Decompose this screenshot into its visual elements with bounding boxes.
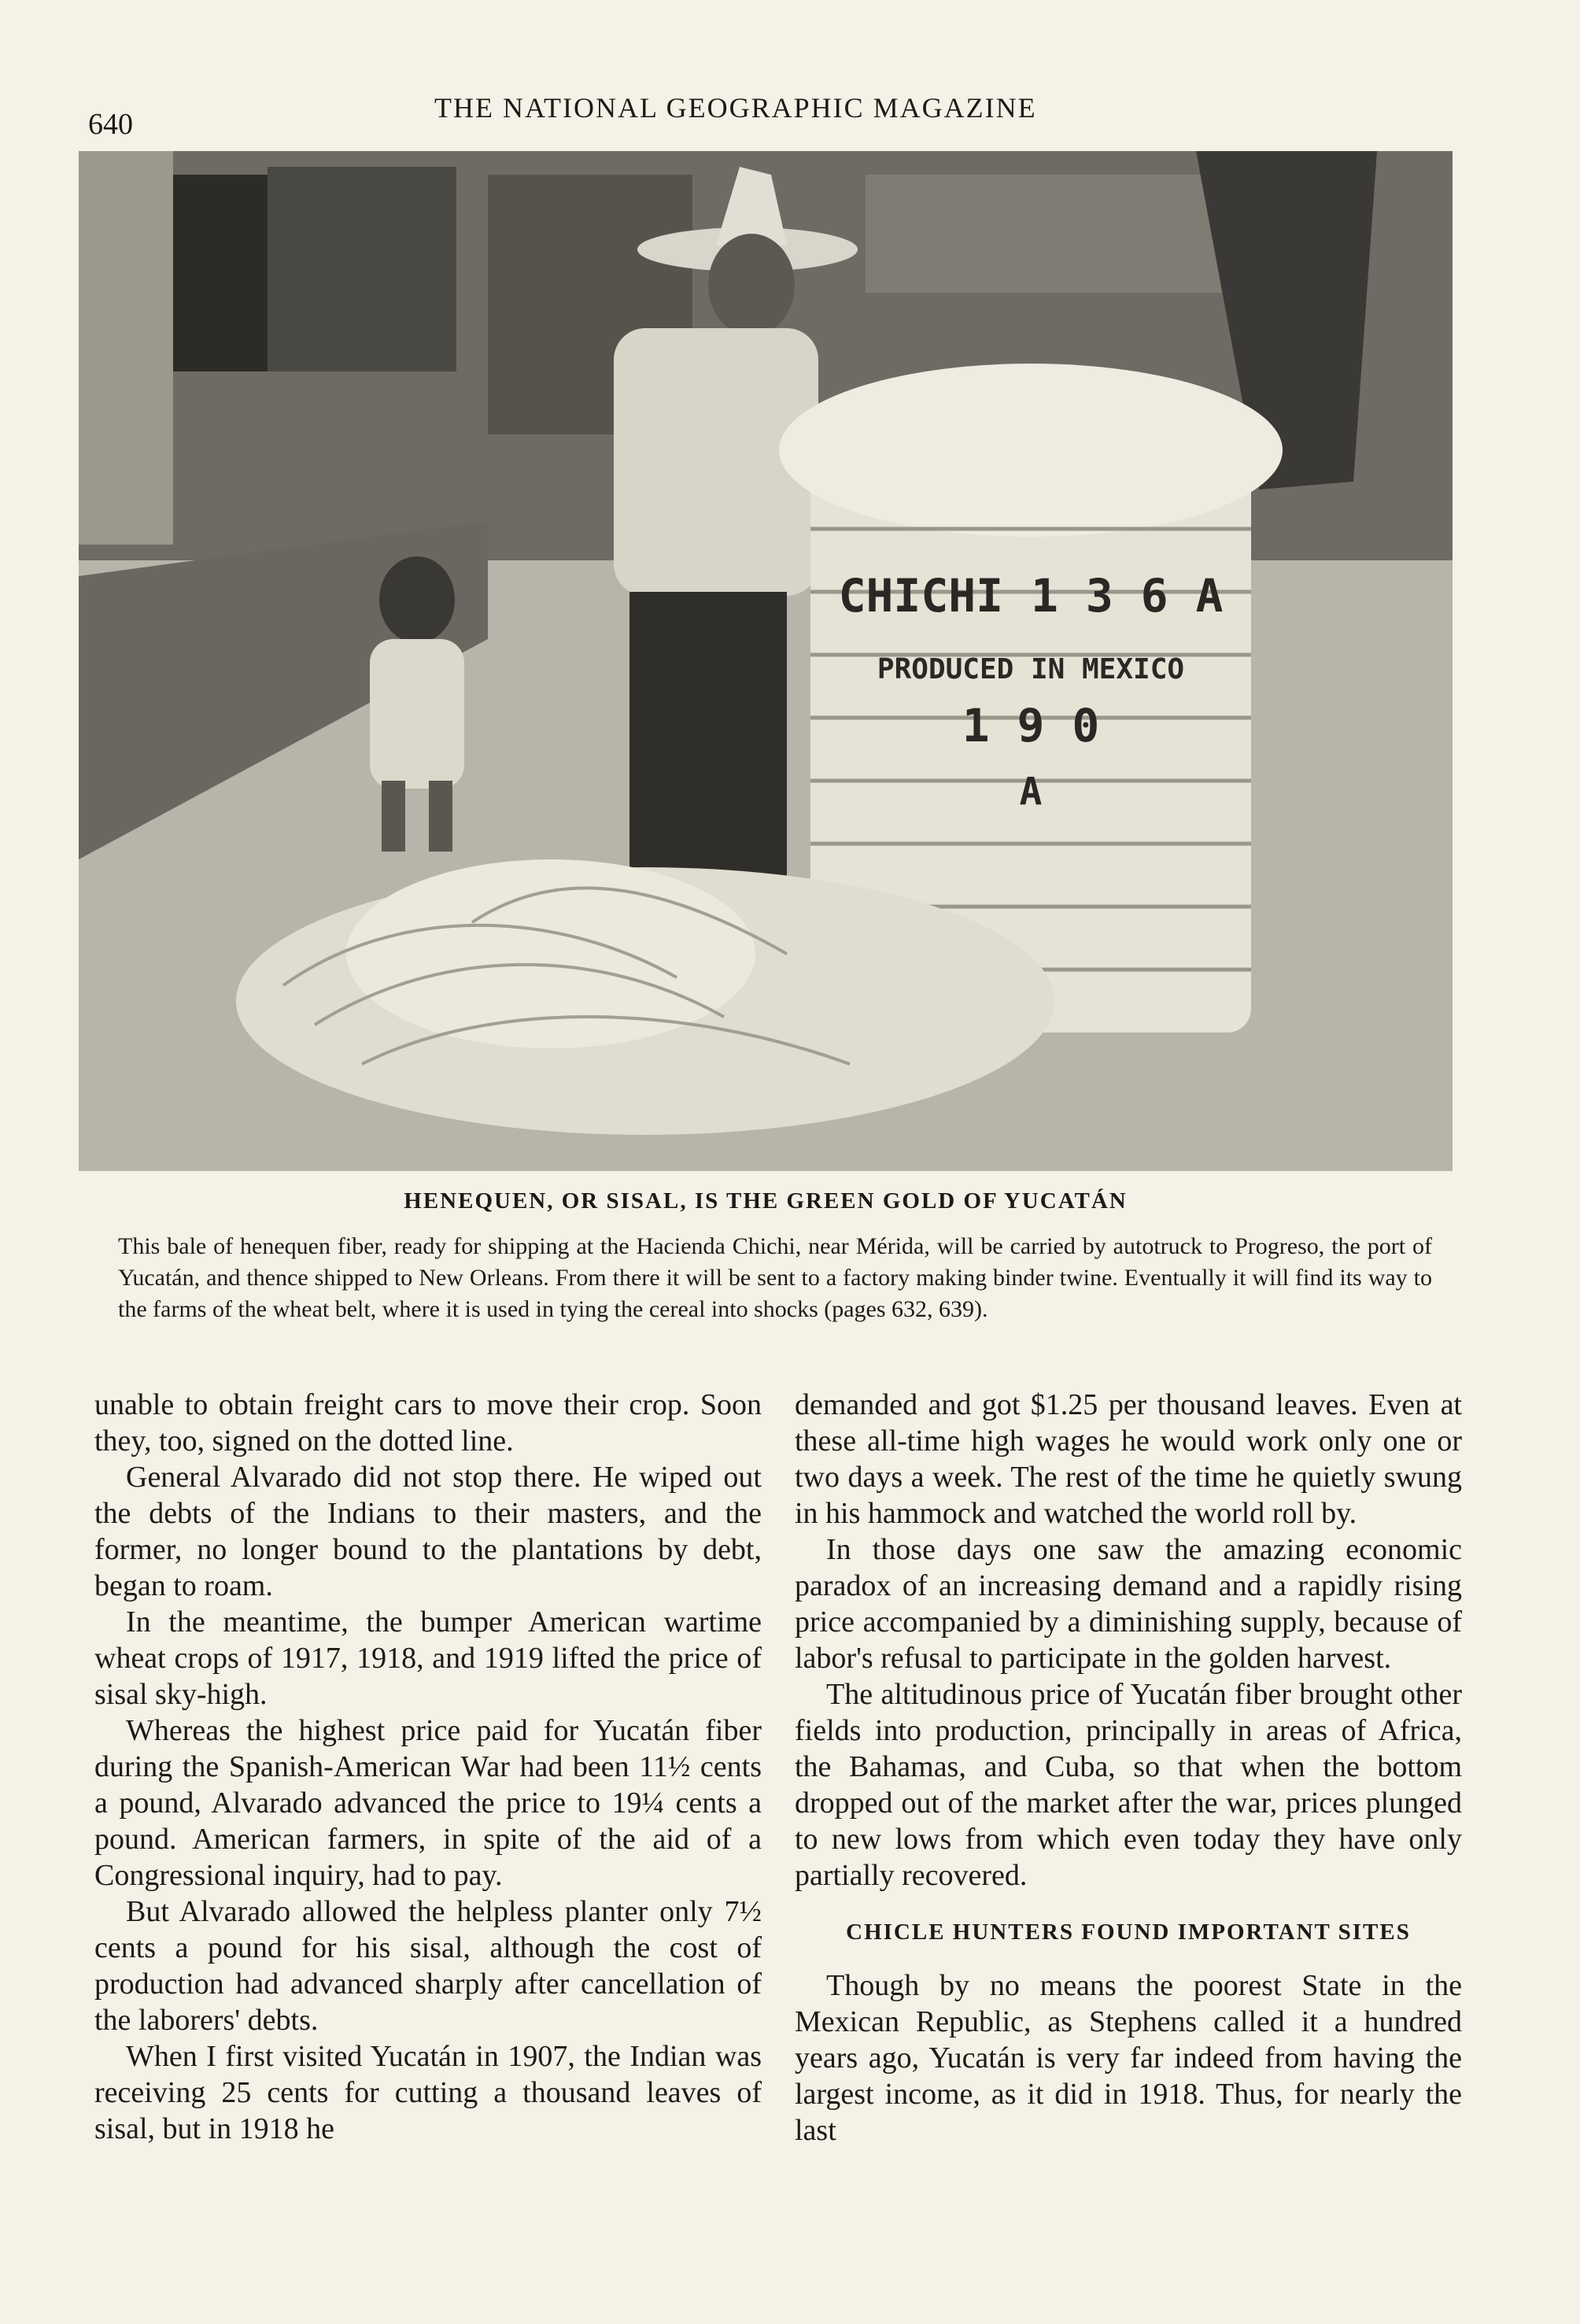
stencil-line-3: 1 9 0 <box>962 699 1100 752</box>
running-head <box>88 91 1504 139</box>
magazine-title: THE NATIONAL GEOGRAPHIC MAGAZINE <box>434 92 1037 124</box>
child <box>370 639 464 789</box>
paragraph: unable to obtain freight cars to move their crop. Soon they, too, signed on the dotted line. <box>94 1388 762 1458</box>
caption-title: HENEQUEN, OR SISAL, IS THE GREEN GOLD OF YUCATÁN <box>404 1188 1128 1214</box>
paragraph: Though by no means the poorest State in the Mexican Republic, as Stephens called it a hundred years ago, Yucatán is very far indeed from having the largest income, as it did in 1918. Thus, for nearly the last <box>795 1969 1462 2147</box>
right-column <box>795 1387 1462 2148</box>
page-number: 640 <box>88 108 133 141</box>
stencil-line-4: A <box>1019 770 1043 814</box>
paragraph: demanded and got $1.25 per thousand leaves. Even at these all-time high wages he would work only one or two days a week. The rest of the time he quietly swung in his hammock and watched the world roll by. <box>795 1388 1462 1530</box>
stencil-line-1: CHICHI 1 3 6 A <box>838 569 1224 623</box>
caption-body: This bale of henequen fiber, ready for shipping at the Hacienda Chichi, near Mérida, will be carried by autotruck to Progreso, the port of Yucatán, and thence shipped to New Orleans. From there it will be sent to a factory making binder twine. Eventually it will find its way to the farms of the wheat belt, where it is used in tying the cereal into shocks (pages 632, 639). <box>118 1233 1432 1322</box>
paragraph: But Alvarado allowed the helpless planter only 7½ cents a pound for his sisal, although the cost of production had advanced sharply after cancellation of the laborers' debts. <box>94 1895 762 2037</box>
paragraph: The altitudinous price of Yucatán fiber brought other fields into production, principally in areas of Africa, the Bahamas, and Cuba, so that when the bottom dropped out of the market after the war, prices plunged to new lows from which even today they have only partially recovered. <box>795 1678 1462 1892</box>
photograph <box>79 151 1453 1171</box>
paragraph: In the meantime, the bumper American wartime wheat crops of 1917, 1918, and 1919 lifted the price of sisal sky-high. <box>94 1605 762 1711</box>
paragraph: General Alvarado did not stop there. He wiped out the debts of the Indians to their masters, and the former, no longer bound to the plantations by debt, began to roam. <box>94 1461 762 1602</box>
stencil-line-2: PRODUCED IN MEXICO <box>877 653 1185 685</box>
paragraph: Whereas the highest price paid for Yucatán fiber during the Spanish-American War had been 11½ cents a pound, Alvarado advanced the price to 19¼ cents a pound. American farmers, in spite of the aid of a Congressional inquiry, had to pay. <box>94 1714 762 1892</box>
left-column <box>94 1387 762 2147</box>
paragraph: In those days one saw the amazing economic paradox of an increasing demand and a rapidly rising price accompanied by a diminishing supply, because of labor's refusal to participate in the golden harvest. <box>795 1533 1462 1675</box>
man-trousers <box>629 592 787 891</box>
photo-illustration <box>79 151 1453 1171</box>
section-subhead: CHICLE HUNTERS FOUND IMPORTANT SITES <box>846 1919 1411 1945</box>
paragraph: When I first visited Yucatán in 1907, the Indian was receiving 25 cents for cutting a thousand leaves of sisal, but in 1918 he <box>94 2040 762 2145</box>
